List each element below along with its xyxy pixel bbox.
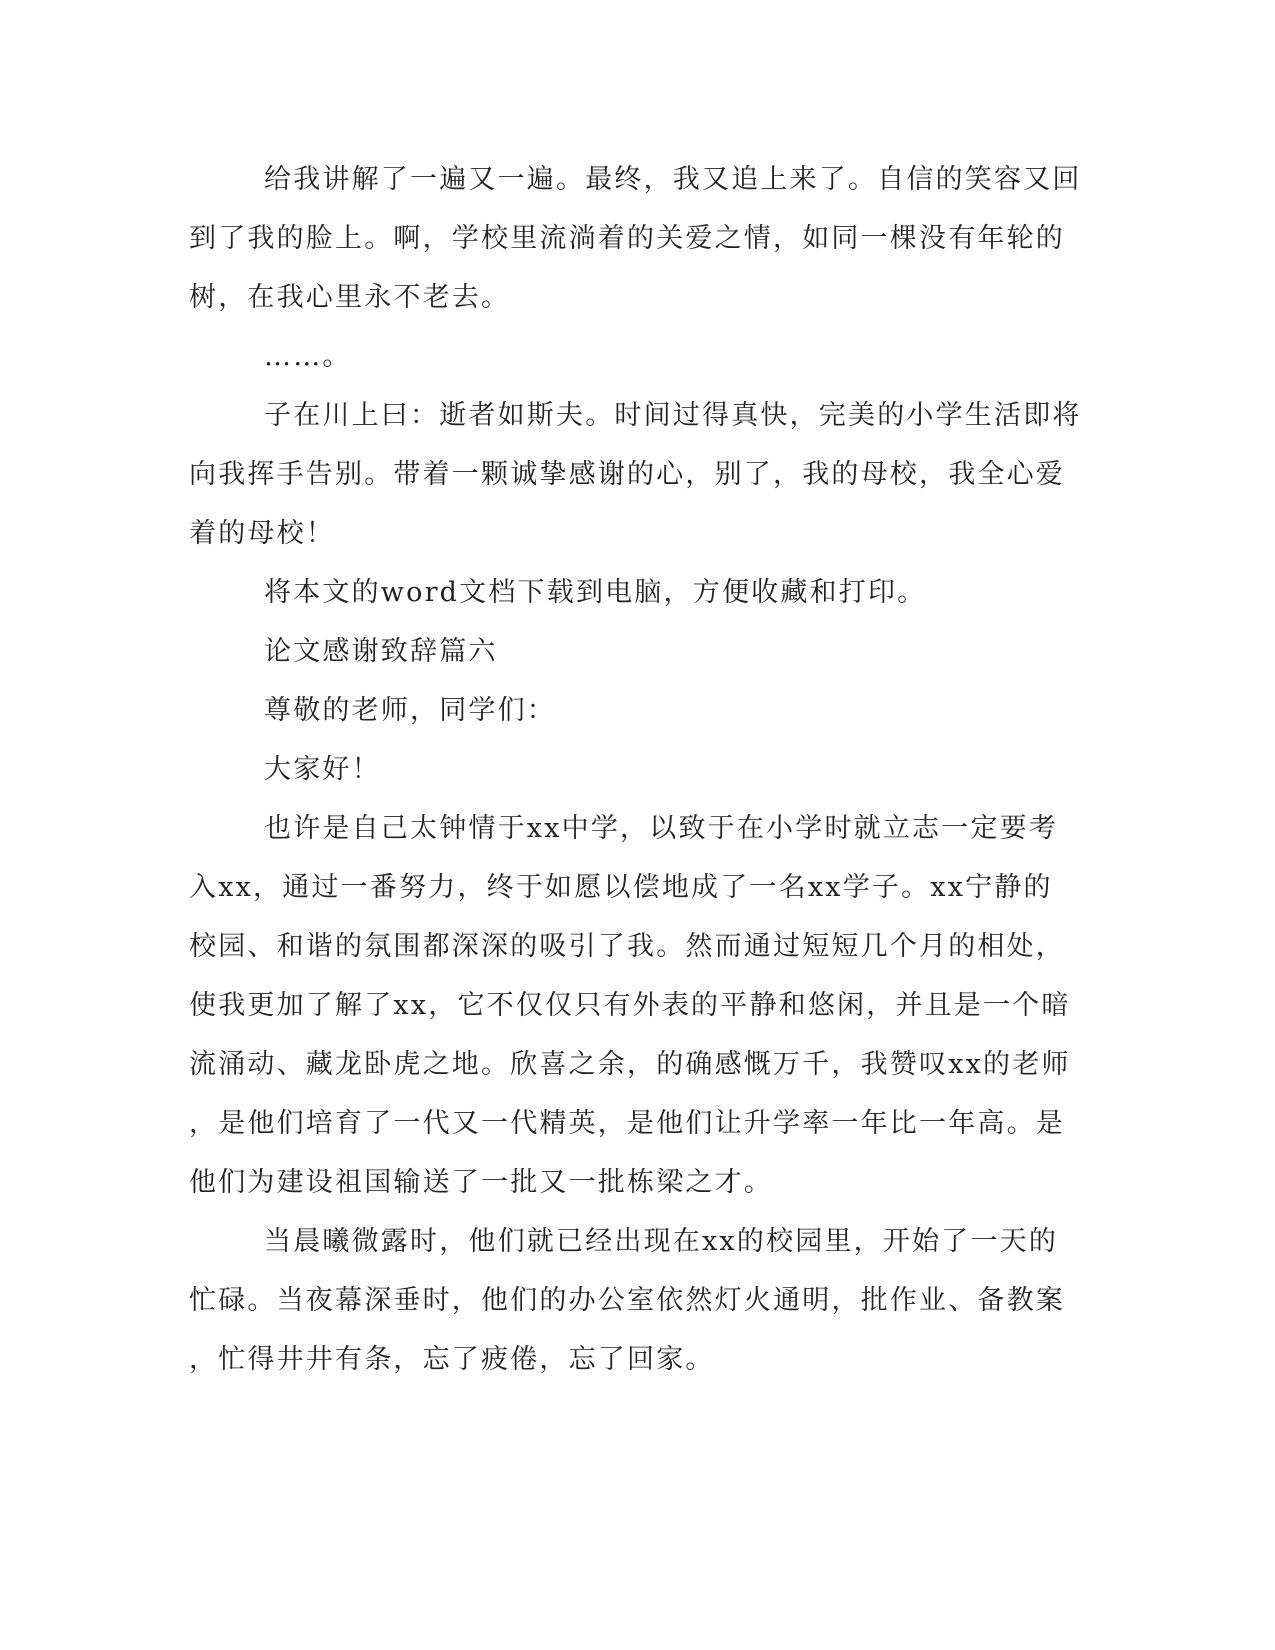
download-note: 将本文的word文档下载到电脑，方便收藏和打印。 (264, 577, 927, 608)
paragraph-1-line-1: 给我讲解了一遍又一遍。最终，我又追上来了。自信的笑容又回 (264, 164, 1082, 195)
greeting: 大家好！ (264, 754, 381, 785)
paragraph-8-line-3: 校园、和谐的氛围都深深的吸引了我。然而通过短短几个月的相处， (189, 931, 1065, 962)
paragraph-8-line-6: ，是他们培育了一代又一代精英，是他们让升学率一年比一年高。是 (189, 1108, 1065, 1139)
paragraph-9-line-1: 当晨曦微露时，他们就已经出现在xx的校园里，开始了一天的 (264, 1226, 1059, 1257)
paragraph-1-line-3: 树，在我心里永不老去。 (189, 282, 511, 313)
paragraph-8-line-1: 也许是自己太钟情于xx中学，以致于在小学时就立志一定要考 (264, 813, 1059, 844)
paragraph-9-line-3: ，忙得井井有条，忘了疲倦，忘了回家。 (189, 1344, 715, 1375)
paragraph-9-line-2: 忙碌。当夜幕深垂时，他们的办公室依然灯火通明，批作业、备教案 (189, 1285, 1065, 1316)
paragraph-8-line-7: 他们为建设祖国输送了一批又一批栋梁之才。 (189, 1167, 773, 1198)
paragraph-1-line-2: 到了我的脸上。啊，学校里流淌着的关爱之情，如同一棵没有年轮的 (189, 223, 1065, 254)
salutation: 尊敬的老师，同学们： (264, 695, 556, 726)
paragraph-3-line-2: 向我挥手告别。带着一颗诚挚感谢的心，别了，我的母校，我全心爱 (189, 459, 1065, 490)
paragraph-8-line-5: 流涌动、藏龙卧虎之地。欣喜之余，的确感慨万千，我赞叹xx的老师 (189, 1049, 1071, 1080)
section-title: 论文感谢致辞篇六 (264, 636, 498, 667)
paragraph-3-line-1: 子在川上曰：逝者如斯夫。时间过得真快，完美的小学生活即将 (264, 400, 1082, 431)
paragraph-8-line-2: 入xx，通过一番努力，终于如愿以偿地成了一名xx学子。xx宁静的 (189, 872, 1053, 903)
paragraph-8-line-4: 使我更加了解了xx，它不仅仅只有外表的平静和悠闲，并且是一个暗 (189, 990, 1071, 1021)
paragraph-3-line-3: 着的母校！ (189, 518, 335, 549)
ellipsis-line: ……。 (264, 341, 352, 372)
